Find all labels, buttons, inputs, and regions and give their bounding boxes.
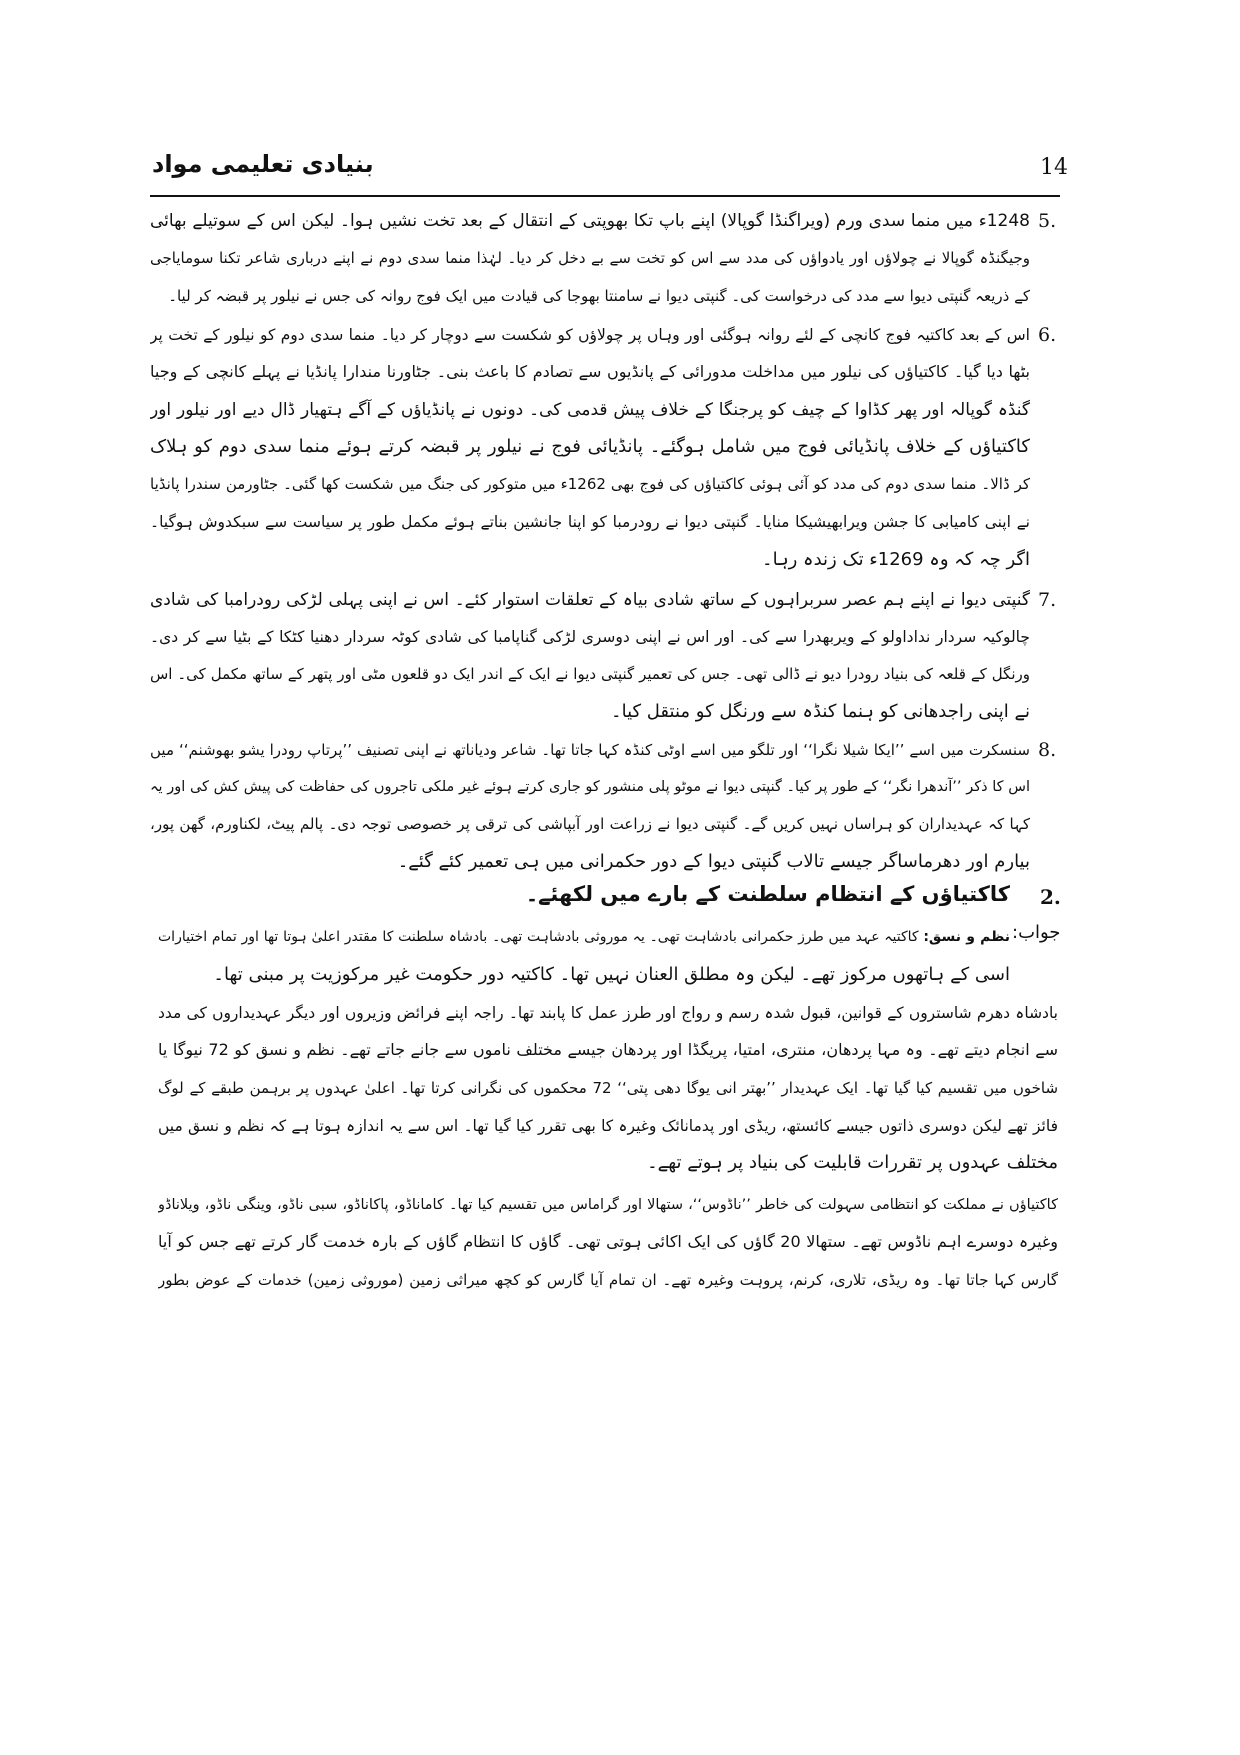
- question-heading: کاکتیاؤں کے انتظام سلطنت کے بارے میں لکھئے۔: [525, 882, 1010, 906]
- item-line: اس کے بعد کاکتیہ فوج کانچی کے لئے روانہ ہوگئی اور وہاں پر چولاؤں کو شکست سے دوچار کر دیا۔ منما سدی دوم کو نیلور کے تخت پر: [150, 326, 1030, 344]
- page-number: 14: [1040, 155, 1068, 180]
- item-line: گنڈہ گوپالہ اور پھر کڈاوا کے چیف کو پرجنگا کے خلاف پیش قدمی کی۔ دونوں نے پانڈیاؤں کے آگے ہتھیار ڈال دیے اور نیلور اور: [150, 400, 1030, 420]
- item-line: کر ڈالا۔ منما سدی دوم کی مدد کو آئی ہوئی کاکتیاؤں کی فوج بھی 1262ء میں متوکور کی جنگ میں شکست کھا گئی۔ جٹاورمن سندرا پانڈیا: [150, 475, 1030, 493]
- item-line: اگر چہ کہ وہ 1269ء تک زندہ رہا۔: [762, 549, 1030, 570]
- item-line: کے ذریعہ گنپتی دیوا سے مدد کی درخواست کی۔ گنپتی دیوا نے سامنتا بھوجا کی قیادت میں ایک فوج روانہ کی جس نے نیلور پر قبضہ کر لیا۔: [168, 287, 1030, 305]
- item-line: سنسکرت میں اسے ’’ایکا شیلا نگرا‘‘ اور تلگو میں اسے اوٹی کنڈہ کہا جاتا تھا۔ شاعر ودیاناتھ نے اپنی تصنیف ’’پرتاپ رودرا یشو بھوشنم‘‘ میں: [150, 741, 1030, 759]
- paragraph-line: گارس کہا جاتا تھا۔ وہ ریڈی، تلاری، کرنم، پروہت وغیرہ تھے۔ ان تمام آیا گارس کو کچھ میراثی زمین (موروثی زمین) خدمات کے عوض بطور: [158, 1271, 1058, 1289]
- paragraph-line: کاکتیاؤں نے مملکت کو انتظامی سہولت کی خاطر ’’ناڈوس‘‘، ستھالا اور گراماس میں تقسیم کیا تھا۔ کاماناڈو، پاکاناڈو، سبی ناڈو، وینگی ناڈو، ویلاناڈو: [158, 1197, 1058, 1213]
- paragraph-line: سے انجام دیتے تھے۔ وہ مہا پردھان، منتری، امتیا، پریگڈا اور پردھان جیسے مختلف ناموں سے جانے جاتے تھے۔ نظم و نسق کو 72 نیوگا یا: [158, 1040, 1058, 1059]
- header-divider: [150, 195, 1060, 197]
- item-line: بٹھا دیا گیا۔ کاکتیاؤں کی نیلور میں مداخلت مدورائی کے پانڈیوں سے تصادم کا باعث بنی۔ جٹاورنا مندارا پانڈیا نے پہلے کانچی کے وجیا: [150, 362, 1030, 381]
- paragraph-line: مختلف عہدوں پر تقررات قابلیت کی بنیاد پر ہوتے تھے۔: [647, 1152, 1058, 1173]
- paragraph-line: بادشاہ دھرم شاستروں کے قوانین، قبول شدہ رسم و رواج اور طرز عمل کا پابند تھا۔ راجہ اپنے فرائض وزیروں اور دیگر عہدیداروں کی مدد: [158, 1004, 1058, 1022]
- item-line: کہا کہ عہدیداران کو ہراساں نہیں کریں گے۔ گنپتی دیوا نے زراعت اور آبپاشی کی ترقی پر خصوصی توجہ دی۔ پالم پیٹ، لکناورم، گھن پور،: [150, 815, 1030, 833]
- item-line: گنپتی دیوا نے اپنے ہم عصر سربراہوں کے ساتھ شادی بیاہ کے تعلقات استوار کئے۔ اس نے اپنی پہلی لڑکی رودرامبا کی شادی: [150, 590, 1030, 610]
- paragraph-line: شاخوں میں تقسیم کیا گیا تھا۔ ایک عہدیدار ’’بھتر انی یوگا دھی پتی‘‘ 72 محکموں کی نگرانی کرتا تھا۔ اعلیٰ عہدوں پر برہمن طبقے کے لوگ: [158, 1079, 1058, 1097]
- item-line: نے اپنی کامیابی کا جشن ویرابھیشیکا منایا۔ گنپتی دیوا نے رودرمبا کو اپنا جانشین بناتے ہوئے مکمل طور پر سیاست سے سبکدوش ہوگیا۔: [150, 513, 1030, 531]
- paragraph-line: فائز تھے لیکن دوسری ذاتوں جیسے کائستھ، ریڈی اور پدمانائک وغیرہ کا بھی تقرر کیا گیا تھا۔ اس سے یہ اندازہ ہوتا ہے کہ نظم و نسق میں: [158, 1117, 1058, 1135]
- item-line: ورنگل کے قلعہ کی بنیاد رودرا دیو نے ڈالی تھی۔ جس کی تعمیر گنپتی دیوا نے ایک کے اندر ایک دو قلعوں مٹی اور پتھر کے ساتھ مکمل کی۔ اس: [150, 665, 1030, 683]
- item-number: 6.: [1038, 324, 1057, 346]
- item-line: بیارم اور دھرماساگر جیسے تالاب گنپتی دیوا کے دور حکمرانی میں ہی تعمیر کئے گئے۔: [397, 851, 1030, 872]
- answer-subheading: نظم و نسق:: [923, 929, 1010, 945]
- item-line: 1248ء میں منما سدی ورم (ویراگنڈا گوپالا) اپنے باپ تکا بھوپتی کے انتقال کے بعد تخت نشیں ہوا۔ لیکن اس کے سوتیلے بھائی: [150, 211, 1030, 231]
- item-line: نے اپنی راجدھانی کو ہنما کنڈہ سے ورنگل کو منتقل کیا۔: [611, 701, 1030, 722]
- question-number: 2.: [1040, 885, 1061, 909]
- item-line: کاکتیاؤں کے خلاف پانڈیائی فوج میں شامل ہوگئے۔ پانڈیائی فوج نے نیلور پر قبضہ کرتے ہوئے منما سدی دوم کو ہلاک: [150, 436, 1030, 457]
- item-number: 5.: [1038, 210, 1057, 232]
- item-line: وجیگنڈہ گوپالا نے چولاؤں اور یادواؤں کی مدد سے اس کو تخت سے بے دخل کر دیا۔ لہٰذا منما سدی دوم نے اپنے درباری شاعر تکنا سومایاجی: [150, 249, 1030, 267]
- book-title: بنیادی تعلیمی مواد: [152, 150, 374, 178]
- item-line: چالوکیہ سردار نداداولو کے ویربھدرا سے کی۔ اور اس نے اپنی دوسری لڑکی گناپامبا کی شادی کوٹہ سردار دھنیا کٹکا کے بٹیا سے کر دی۔: [150, 628, 1030, 646]
- answer-line: اسی کے ہاتھوں مرکوز تھے۔ لیکن وہ مطلق العنان نہیں تھا۔ کاکتیہ دور حکومت غیر مرکوزیت پر مبنی تھا۔: [213, 964, 1010, 985]
- item-line: اس کا ذکر ’’آندھرا نگر‘‘ کے طور پر کیا۔ گنپتی دیوا نے موٹو پلی منشور کو جاری کرتے ہوئے غیر ملکی تاجروں کی حفاظت کی پیش کش کی اور یہ: [150, 779, 1030, 795]
- answer-label: جواب:: [1012, 922, 1061, 943]
- item-number: 7.: [1038, 589, 1057, 611]
- item-number: 8.: [1038, 739, 1057, 761]
- answer-line: نظم و نسق: کاکتیہ عہد میں طرز حکمرانی بادشاہت تھی۔ یہ موروثی بادشاہت تھی۔ بادشاہ سلطنت کا مقتدر اعلیٰ ہوتا تھا اور تمام اختیارات: [158, 929, 1010, 945]
- paragraph-line: وغیرہ دوسرے اہم ناڈوس تھے۔ ستھالا 20 گاؤں کی ایک اکائی ہوتی تھی۔ گاؤں کا انتظام گاؤں کے بارہ خدمت گار کرتے تھے جس کو آیا: [158, 1232, 1058, 1251]
